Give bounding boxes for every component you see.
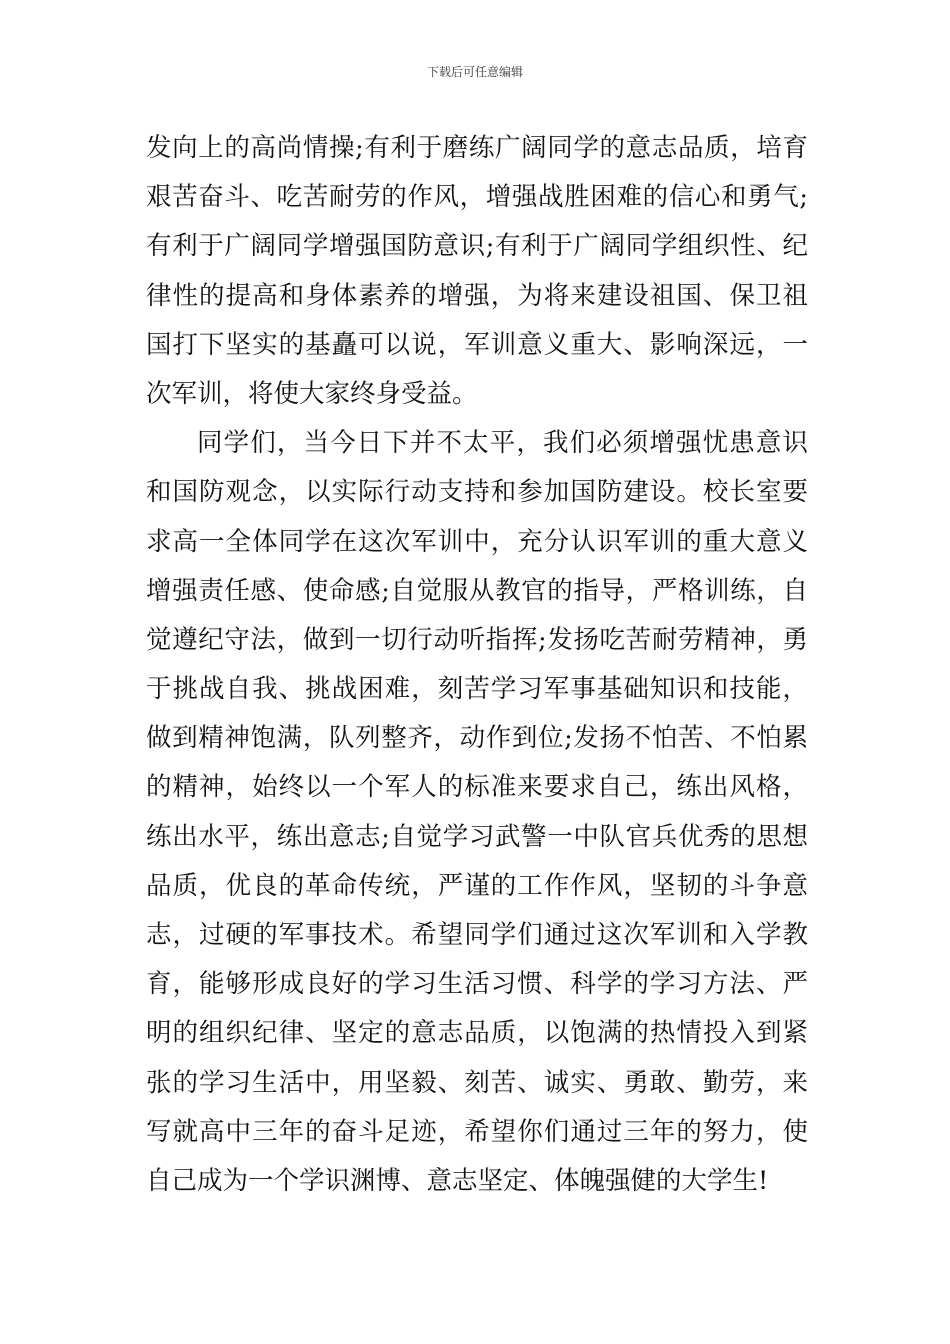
text-line: 自己成为一个学识渊博、意志坚定、体魄强健的大学生! — [146, 1165, 769, 1196]
text-line: 练出水平，练出意志;自觉学习武警一中队官兵优秀的思想 — [146, 821, 808, 852]
text-line: 写就高中三年的奋斗足迹，希望你们通过三年的努力，使 — [146, 1116, 808, 1147]
text-line: 发向上的高尚情操;有利于磨练广阔同学的意志品质，培育 — [146, 133, 808, 163]
text-line: 品质，优良的革命传统，严谨的工作作风，坚韧的斗争意 — [146, 870, 808, 901]
text-line: 志，过硬的军事技术。希望同学们通过这次军训和入学教 — [146, 920, 808, 950]
text-line: 同学们，当今日下并不太平，我们必须增强忧患意识 — [197, 428, 808, 459]
text-line: 次军训，将使大家终身受益。 — [146, 378, 478, 409]
text-line: 增强责任感、使命感;自觉服从教官的指导，严格训练，自 — [146, 575, 808, 606]
text-line: 做到精神饱满，队列整齐，动作到位;发扬不怕苦、不怕累 — [146, 723, 808, 754]
text-line: 的精神，始终以一个军人的标准来要求自己，练出风格， — [146, 772, 808, 803]
text-line: 国打下坚实的基矗可以说，军训意义重大、影响深远，一 — [146, 329, 808, 360]
paragraph — [146, 124, 808, 419]
text-line: 律性的提高和身体素养的增强，为将来建设祖国、保卫祖 — [146, 280, 808, 311]
text-line: 艰苦奋斗、吃苦耐劳的作风，增强战胜困难的信心和勇气; — [146, 182, 808, 213]
text-line: 求高一全体同学在这次军训中，充分认识军训的重大意义 — [146, 526, 808, 557]
text-line: 觉遵纪守法，做到一切行动听指挥;发扬吃苦耐劳精神，勇 — [146, 624, 808, 655]
text-line: 明的组织纪律、坚定的意志品质，以饱满的热情投入到紧 — [146, 1018, 808, 1049]
text-line: 有利于广阔同学增强国防意识;有利于广阔同学组织性、纪 — [146, 231, 808, 262]
text-line: 张的学习生活中，用坚毅、刻苦、诚实、勇敢、勤劳，来 — [146, 1067, 808, 1098]
paragraph — [146, 419, 808, 1206]
text-line: 和国防观念，以实际行动支持和参加国防建设。校长室要 — [146, 477, 808, 508]
document-body — [146, 124, 808, 1206]
text-line: 于挑战自我、挑战困难，刻苦学习军事基础知识和技能， — [146, 674, 808, 705]
page-header-note: 下载后可任意编辑 — [426, 65, 523, 79]
text-line: 育，能够形成良好的学习生活习惯、科学的学习方法、严 — [146, 969, 808, 1000]
